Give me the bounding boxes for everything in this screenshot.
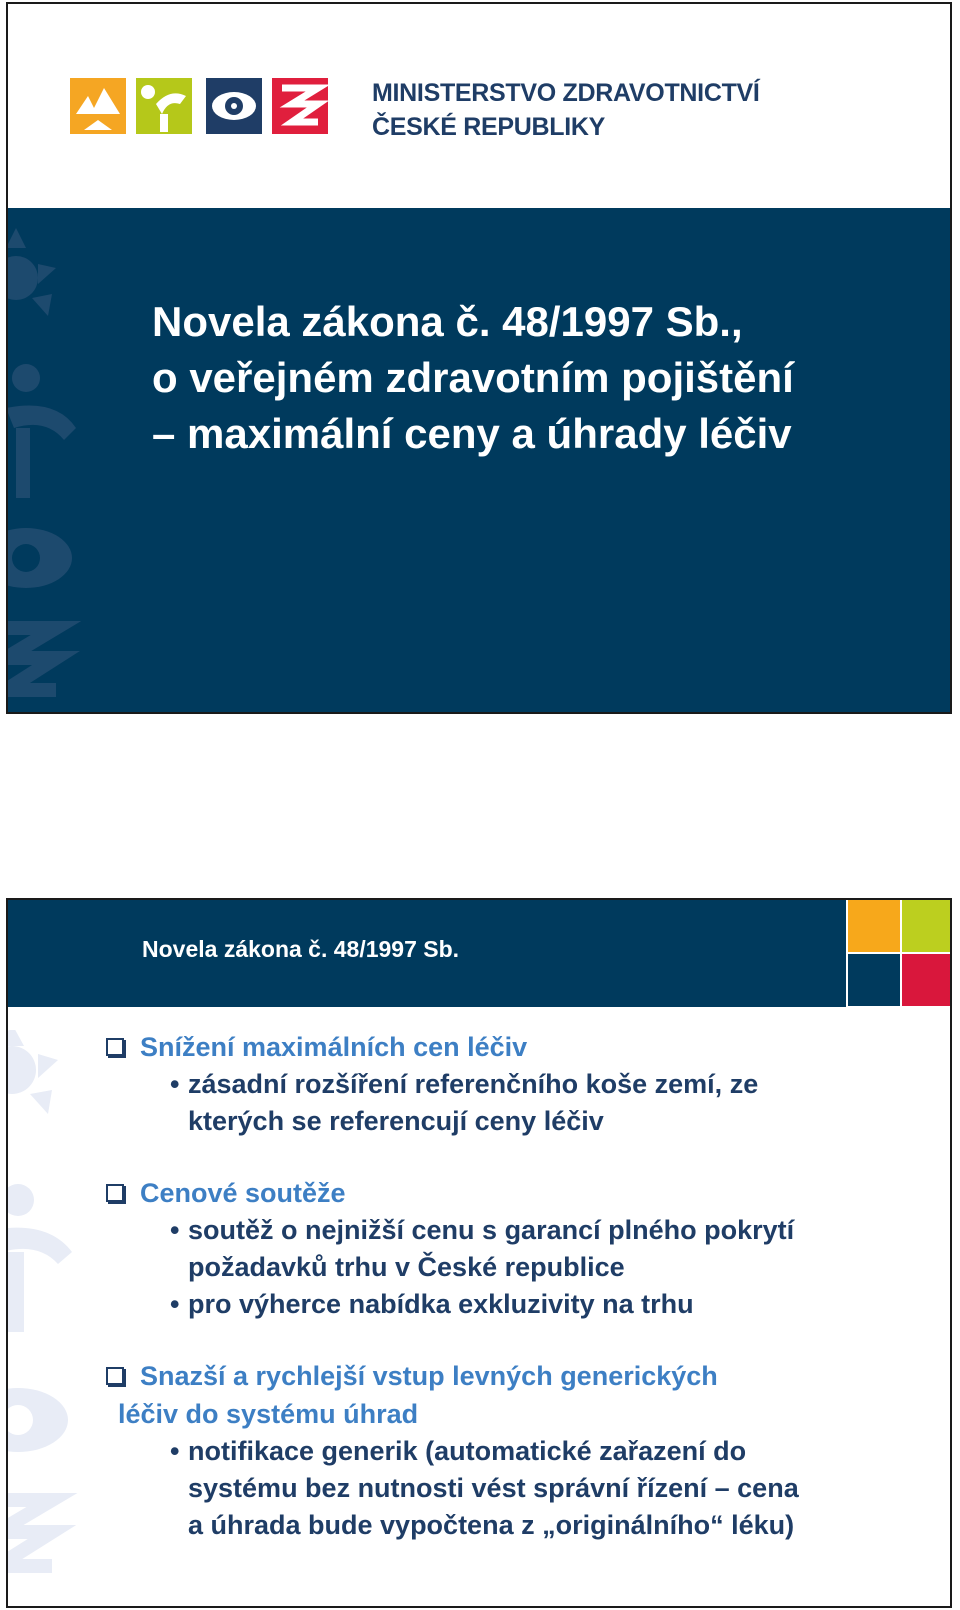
ministry-emblem-icon — [70, 74, 340, 136]
section-title-text: Snížení maximálních cen léčiv — [140, 1032, 528, 1062]
title-line-3: – maximální ceny a úhrady léčiv — [152, 410, 792, 457]
title-line-2: o veřejném zdravotním pojištění — [152, 354, 794, 401]
checkbox-bullet-icon — [106, 1184, 124, 1202]
bullet-line: pro výherce nabídka exkluzivity na trhu — [188, 1289, 694, 1319]
ministry-name-line1: MINISTERSTVO ZDRAVOTNICTVÍ — [372, 79, 760, 107]
bullet-dot-icon: • — [170, 1289, 180, 1319]
green-square — [902, 900, 952, 952]
header-band — [8, 900, 846, 1007]
navy-square — [848, 954, 900, 1006]
slide-header: Novela zákona č. 48/1997 Sb. — [142, 936, 460, 962]
section-title — [104, 1174, 944, 1212]
slide-title — [152, 294, 794, 462]
bullet-item — [104, 1066, 944, 1140]
bullet-item — [104, 1212, 944, 1286]
content-area — [104, 1028, 944, 1578]
bullet-item — [104, 1286, 944, 1323]
bullet-line: a úhrada bude vypočtena z „originálního“ léku) — [188, 1510, 795, 1540]
content-slide — [6, 898, 952, 1608]
title-band — [8, 208, 950, 712]
ministry-name-line2: ČESKÉ REPUBLIKY — [372, 113, 606, 141]
section-title — [104, 1028, 944, 1066]
bullet-dot-icon: • — [170, 1215, 180, 1245]
bullet-line: požadavků trhu v České republice — [188, 1252, 625, 1282]
bullet-line: kterých se referencují ceny léčiv — [188, 1106, 604, 1136]
checkbox-bullet-icon — [106, 1038, 124, 1056]
section-title-text: Cenové soutěže — [140, 1178, 346, 1208]
section-title-continuation: léčiv do systému úhrad — [118, 1399, 419, 1429]
title-slide — [6, 2, 952, 714]
ministry-name — [372, 76, 760, 144]
decorative-pattern-icon — [6, 228, 96, 708]
section-generic-entry — [104, 1357, 944, 1544]
bullet-dot-icon: • — [170, 1069, 180, 1099]
section-price-reduction — [104, 1028, 944, 1140]
bullet-line: systému bez nutnosti vést správní řízení – cena — [188, 1473, 799, 1503]
decorative-side-pattern-icon — [6, 1030, 82, 1590]
orange-square — [848, 900, 900, 952]
bullet-dot-icon: • — [170, 1436, 180, 1466]
bullet-line: notifikace generik (automatické zařazení do — [188, 1436, 747, 1466]
section-price-competitions — [104, 1174, 944, 1323]
bullet-line: soutěž o nejnižší cenu s garancí plného pokrytí — [188, 1215, 795, 1245]
red-square — [902, 954, 952, 1006]
checkbox-bullet-icon — [106, 1367, 124, 1385]
title-line-1: Novela zákona č. 48/1997 Sb., — [152, 298, 743, 345]
bullet-line: zásadní rozšíření referenčního koše zemí, ze — [188, 1069, 759, 1099]
section-title-text: Snazší a rychlejší vstup levných generických — [140, 1361, 718, 1391]
bullet-item — [104, 1433, 944, 1544]
section-title — [104, 1357, 944, 1433]
ministry-logo — [70, 74, 870, 144]
